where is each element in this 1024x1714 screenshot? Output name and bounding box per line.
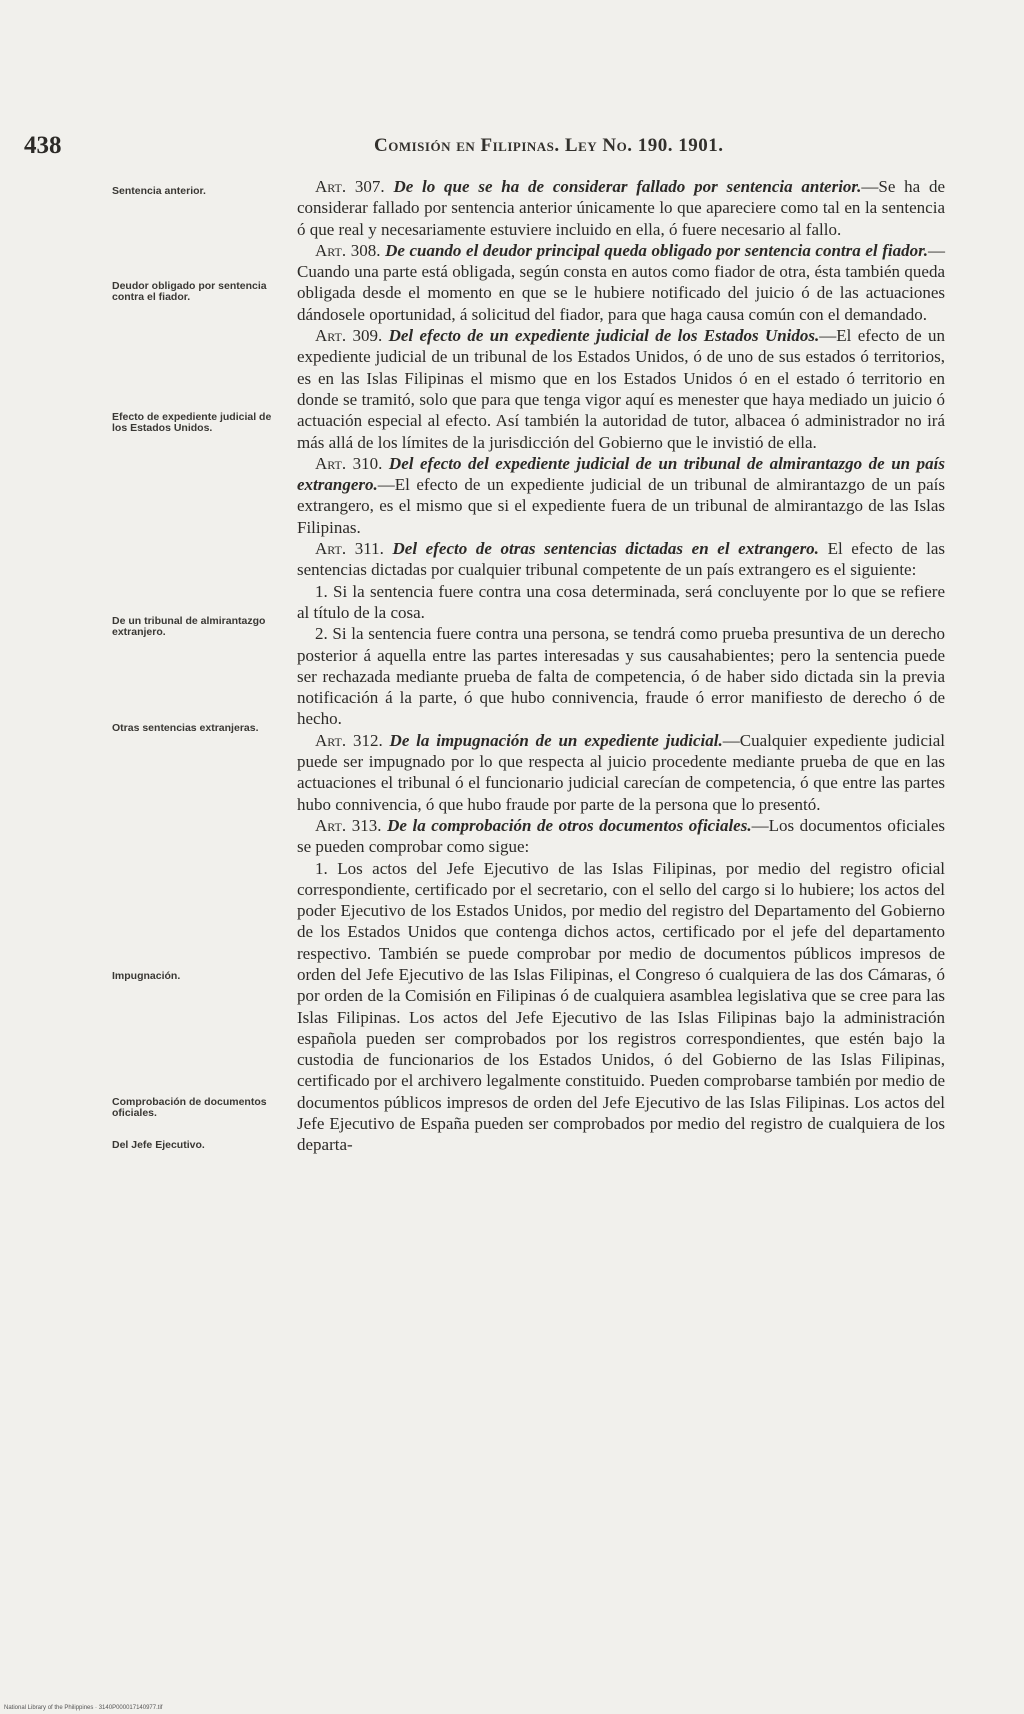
- article-text: —El efecto de un expediente judicial de un tribunal de los Estados Unidos, ó de uno de sus estados ó territorios, es en las Islas Filipinas el mismo que en los Estados Unidos ó en el estado ó territorio en donde se tramitó, solo que para que tenga vigor aquí es menester que haya mediado un juicio ó actuación especial al efecto. Así también la autoridad de tutor, albacea ó administrador no irá más allá de los límites de la jurisdicción del Gobierno que le invistió de ella.: [297, 326, 946, 452]
- margin-note-otras-sentencias: Otras sentencias extranjeras.: [112, 722, 259, 734]
- margin-note-jefe-ejecutivo: Del Jefe Ejecutivo.: [112, 1139, 205, 1151]
- article-title: De la comprobación de otros documentos oficiales.: [387, 815, 752, 835]
- margin-note-tribunal-almirantazgo: De un tribunal de almirantazgo extranjero.: [112, 615, 266, 638]
- article-text: —Los documentos oficiales se pueden comprobar como sigue:: [297, 815, 945, 857]
- article-text: 1. Si la sentencia fuere contra una cosa determinada, será concluyente por lo que se refiere al título de la cosa.: [297, 581, 945, 622]
- article-label: Art. 311.: [315, 539, 384, 559]
- article-title: De cuando el deudor principal queda obligado por sentencia contra el fiador.: [385, 240, 929, 260]
- article-text: 2. Si la sentencia fuere contra una persona, se tendrá como prueba presuntiva de un derecho posterior á aquella entre las partes interesadas y sus causahabientes; pero la sentencia puede ser rechazada mediante prueba de falta de competencia, ó de haber sido dictada sin la previa notificación á la parte, ó que hubo connivencia, fraude ó error manifiesto de derecho ó de hecho.: [297, 624, 945, 729]
- paragraph-art-313: [297, 815, 945, 858]
- article-title: De la impugnación de un expediente judicial.: [389, 730, 723, 750]
- paragraph-art-309: [297, 325, 945, 453]
- scan-credit: National Library of the Philippines · 3140P000017140977.tif: [4, 1705, 163, 1711]
- article-title: Del efecto de otras sentencias dictadas en el extrangero.: [392, 539, 819, 559]
- paragraph-art-307: [297, 176, 945, 240]
- article-label: Art. 309.: [315, 326, 383, 346]
- article-text: —Se ha de considerar fallado por sentencia anterior únicamente lo que apareciere como tal en la sentencia ó que real y necesariamente estuviere incluido en ella, ó fuere necesario al fallo.: [297, 177, 946, 239]
- article-label: Art. 310.: [315, 453, 383, 473]
- margin-note-comprobacion: Comprobación de documentos oficiales.: [112, 1096, 267, 1119]
- article-title: De lo que se ha de considerar fallado por sentencia anterior.: [393, 177, 862, 196]
- running-title: Comisión en Filipinas. Ley No. 190. 1901.: [374, 135, 724, 156]
- body-text: [297, 176, 945, 1156]
- paragraph-art-310: [297, 453, 945, 538]
- article-title: Del efecto del expediente judicial de un tribunal de almirantazgo de un país extrangero.: [297, 453, 945, 495]
- margin-note-deudor-obligado: Deudor obligado por sentencia contra el fiador.: [112, 280, 267, 303]
- article-text: El efecto de las sentencias dictadas por cualquier tribunal competente de un país extrangero es el siguiente:: [297, 539, 945, 580]
- article-text: —Cualquier expediente judicial puede ser impugnado por lo que respecta al juicio procedente mediante prueba de que en las actuaciones el tribunal ó el funcionario judicial carecían de competencia, ó que entre las partes hubo connivencia, ó que hubo fraude por parte de la persona que lo presentó.: [297, 730, 946, 814]
- margin-note-sentencia-anterior: Sentencia anterior.: [112, 185, 206, 197]
- article-label: Art. 313.: [315, 815, 382, 835]
- paragraph-art-311: [297, 538, 945, 581]
- article-title: Del efecto de un expediente judicial de los Estados Unidos.: [388, 326, 820, 346]
- paragraph-art-308: [297, 240, 945, 325]
- article-label: Art. 312.: [315, 730, 383, 750]
- article-text: —El efecto de un expediente judicial de un tribunal de almirantazgo de un país extrangero, es el mismo que si el expediente fuera de un tribunal de almirantazgo de las Islas Filipinas.: [297, 475, 945, 537]
- article-label: Art. 308.: [315, 240, 381, 260]
- margin-note-efecto-expediente: Efecto de expediente judicial de los Estados Unidos.: [112, 411, 272, 434]
- article-text: —Cuando una parte está obligada, según consta en autos como fiador de otra, ésta también queda obligada desde el momento en que se le hubiere notificado del juicio ó de las actuaciones dándosele oportunidad, á solicitud del fiador, para que haga causa común con el demandado.: [297, 240, 946, 324]
- article-label: Art. 307.: [315, 177, 385, 196]
- paragraph-art-311-item-1: [297, 581, 945, 624]
- paragraph-art-312: [297, 730, 945, 815]
- paragraph-art-311-item-2: [297, 623, 945, 729]
- page-header: [24, 132, 964, 162]
- article-text: 1. Los actos del Jefe Ejecutivo de las Islas Filipinas, por medio del registro oficial correspondiente, certificado por el secretario, con el sello del cargo si lo hubiere; los actos del poder Ejecutivo de los Estados Unidos, por medio del registro del Departamento del Gobierno de los Estados Unidos que contenga dichos actos, certificado por el jefe del departamento respectivo. También se puede comprobar por medio de documentos públicos impresos de orden del Jefe Ejecutivo de las Islas Filipinas, el Congreso ó cualquiera de las dos Cámaras, ó por orden de la Comisión en Filipinas ó de cualquiera asamblea legislativa que se cree para las Islas Filipinas. Los actos del Jefe Ejecutivo de las Islas Filipinas bajo la administración española pueden ser comprobados por los registros correspondientes, que estén bajo la custodia de funcionarios de los Estados Unidos, ó del Gobierno de las Islas Filipinas, certificado por el archivero legalmente constituido. Pueden comprobarse también por medio de documentos públicos impresos de orden del Jefe Ejecutivo de las Islas Filipinas. Los actos del Jefe Ejecutivo de España pueden ser comprobados por medio del registro de cualquiera de los departa-: [297, 858, 945, 1155]
- paragraph-art-313-item-1: [297, 858, 945, 1156]
- margin-note-impugnacion: Impugnación.: [112, 970, 181, 982]
- page-number: 438: [24, 132, 62, 159]
